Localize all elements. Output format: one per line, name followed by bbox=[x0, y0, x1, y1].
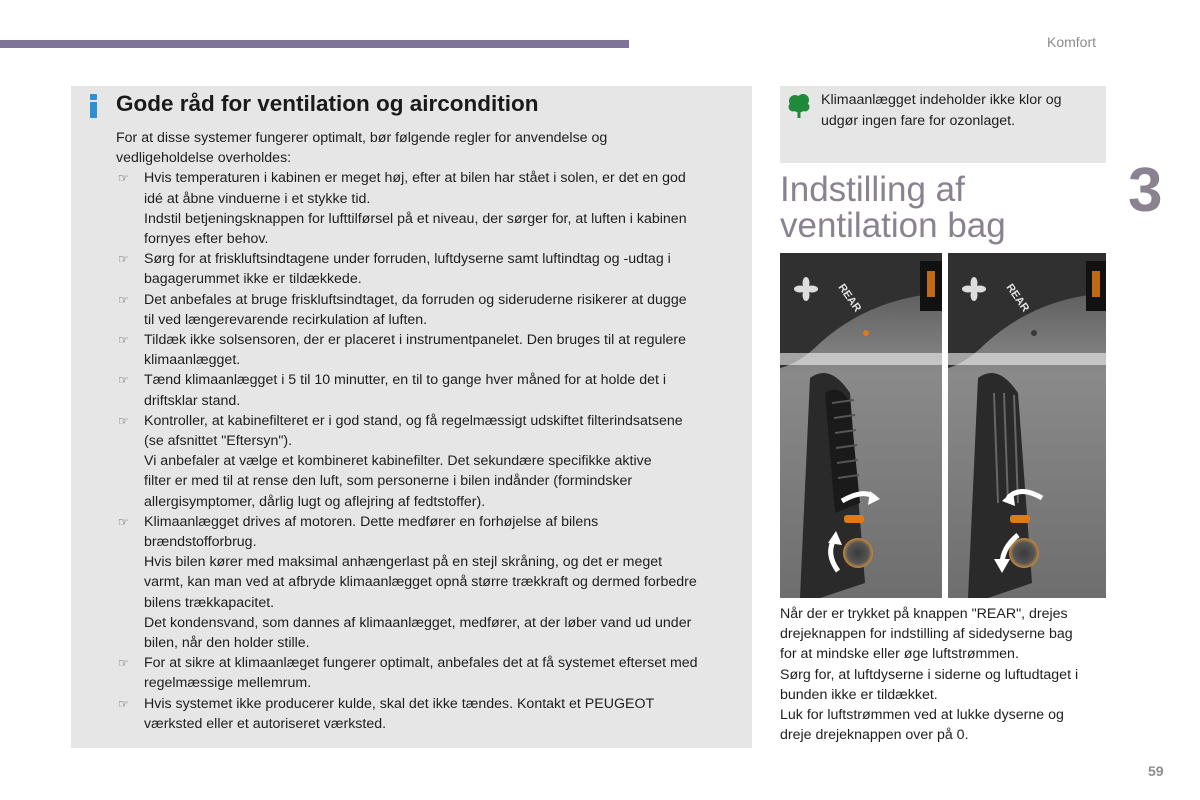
rear-button-label: REAR bbox=[835, 281, 864, 315]
pointing-hand-icon: ☞ bbox=[118, 514, 129, 529]
info-icon bbox=[86, 92, 100, 120]
advice-bullet bbox=[116, 249, 752, 289]
photo-divider bbox=[942, 253, 948, 598]
advice-bullet-line: Vi anbefaler at vælge et kombineret kabinefilter. Det sekundære specifikke aktive bbox=[144, 453, 652, 470]
advice-bullet-line: Klimaanlægget drives af motoren. Dette medfører en forhøjelse af bilens bbox=[144, 513, 599, 530]
advice-bullet bbox=[116, 290, 752, 330]
section-heading-line: Indstilling af bbox=[780, 170, 965, 209]
advice-bullet-line: Tænd klimaanlægget i 5 til 10 minutter, en til to gange hver måned for at holde det i bbox=[144, 372, 667, 389]
top-accent-bar bbox=[0, 40, 629, 48]
advice-bullet-line: allergisymptomer, dårlig lugt og aflejring af fedtstoffer). bbox=[144, 493, 486, 510]
advice-bullet-line: fornyes efter behov. bbox=[144, 231, 269, 248]
pointing-hand-icon: ☞ bbox=[118, 656, 129, 671]
advice-bullet-line: varmt, kan man ved at afbryde klimaanlægget opnå større trækkraft og dermed forbedre bbox=[144, 574, 697, 591]
section-heading-line: ventilation bag bbox=[780, 206, 1006, 245]
advice-title: Gode råd for ventilation og aircondition bbox=[116, 91, 539, 116]
pointing-hand-icon: ☞ bbox=[118, 252, 129, 267]
vent-photo-right-panel bbox=[948, 253, 1106, 598]
pointing-hand-icon: ☞ bbox=[118, 413, 129, 428]
pointing-hand-icon: ☞ bbox=[118, 696, 129, 711]
advice-bullet-line: værksted eller et autoriseret værksted. bbox=[144, 715, 387, 732]
caption-line: drejeknappen for indstilling af sidedyserne bag bbox=[780, 626, 1073, 643]
advice-bullet bbox=[116, 411, 752, 512]
advice-bullet-line: Sørg for at friskluftsindtagene under forruden, luftdyserne samt luftindtag og -udtag i bbox=[144, 251, 671, 268]
advice-bullet-line: filter er med til at rense den luft, som personerne i bilen indånder (formindsker bbox=[144, 473, 633, 490]
advice-bullet-line: bilen, når den holder stille. bbox=[144, 635, 310, 652]
advice-bullet bbox=[116, 168, 752, 249]
pointing-hand-icon: ☞ bbox=[118, 292, 129, 307]
advice-bullet bbox=[116, 512, 752, 653]
caption-line: Når der er trykket på knappen "REAR", drejes bbox=[780, 606, 1068, 622]
advice-bullet bbox=[116, 330, 752, 370]
eco-note-line: Klimaanlægget indeholder ikke klor og bbox=[821, 92, 1062, 108]
eco-note-line: udgør ingen fare for ozonlaget. bbox=[821, 112, 1016, 129]
chapter-number: 3 bbox=[1128, 156, 1163, 225]
advice-bullet-line: til ved længerevarende recirkulation af luften. bbox=[144, 311, 428, 328]
advice-text bbox=[116, 128, 752, 734]
section-label: Komfort bbox=[1047, 34, 1097, 50]
rear-vent-photo bbox=[780, 253, 1106, 598]
caption-line: for at mindske eller øge luftstrømmen. bbox=[780, 646, 1019, 663]
advice-bullet-line: regelmæssige mellemrum. bbox=[144, 675, 312, 692]
advice-bullet-line: Indstil betjeningsknappen for lufttilførsel på et niveau, der sørger for, at luften i kabinen bbox=[144, 210, 687, 227]
eco-note-text bbox=[821, 90, 1101, 131]
caption-line: dreje drejeknappen over på 0. bbox=[780, 727, 969, 744]
advice-bullet-line: driftsklar stand. bbox=[144, 392, 241, 409]
advice-bullet-line: Kontroller, at kabinefilteret er i god stand, og få regelmæssigt udskiftet filterindsatsene bbox=[144, 412, 683, 429]
advice-bullet-line: Det kondensvand, som dannes af klimaanlægget, medfører, at der løber vand ud under bbox=[144, 614, 692, 631]
advice-bullet-line: brændstofforbrug. bbox=[144, 534, 257, 551]
advice-bullet bbox=[116, 370, 752, 410]
photo-caption bbox=[780, 604, 1110, 745]
vent-photo-left-panel bbox=[780, 253, 942, 598]
caption-line: bunden ikke er tildækket. bbox=[780, 686, 938, 703]
advice-bullet-line: Det anbefales at bruge friskluftsindtaget, da forruden og sideruderne risikerer at dugge bbox=[144, 291, 687, 308]
advice-bullet-line: (se afsnittet "Eftersyn"). bbox=[144, 433, 293, 450]
advice-bullet-list bbox=[116, 168, 752, 734]
section-heading bbox=[780, 172, 1006, 244]
pointing-hand-icon: ☞ bbox=[118, 373, 129, 388]
advice-bullet-line: Hvis systemet ikke producerer kulde, skal det ikke tændes. Kontakt et PEUGEOT bbox=[144, 695, 655, 712]
advice-bullet-line: idé at åbne vinduerne i et stykke tid. bbox=[144, 190, 371, 207]
advice-bullet bbox=[116, 653, 752, 693]
caption-line: Sørg for, at luftdyserne i siderne og luftudtaget i bbox=[780, 666, 1079, 683]
caption-line: Luk for luftstrømmen ved at lukke dyserne og bbox=[780, 707, 1064, 724]
advice-bullet-line: Hvis bilen kører med maksimal anhængerlast på en stejl skråning, og det er meget bbox=[144, 554, 663, 571]
advice-bullet-line: For at sikre at klimaanlæget fungerer optimalt, anbefales det at få systemet efterset med bbox=[144, 655, 698, 672]
advice-bullet-line: Hvis temperaturen i kabinen er meget høj, efter at bilen har stået i solen, er det en god bbox=[144, 170, 686, 187]
page-number: 59 bbox=[1148, 763, 1164, 779]
pointing-hand-icon: ☞ bbox=[118, 333, 129, 348]
pointing-hand-icon: ☞ bbox=[118, 171, 129, 186]
rear-button-label: REAR bbox=[1003, 281, 1032, 315]
advice-bullet bbox=[116, 694, 752, 734]
leaf-icon bbox=[788, 93, 810, 119]
advice-bullet-line: bagagerummet ikke er tildækkede. bbox=[144, 271, 362, 288]
advice-intro-line: For at disse systemer fungerer optimalt, bør følgende regler for anvendelse og bbox=[116, 130, 608, 146]
advice-bullet-line: Tildæk ikke solsensoren, der er placeret i instrumentpanelet. Den bruges til at regulere bbox=[144, 332, 687, 349]
advice-bullet-line: bilens trækkapacitet. bbox=[144, 594, 275, 611]
advice-intro-line: vedligeholdelse overholdes: bbox=[116, 150, 292, 167]
advice-bullet-line: klimaanlægget. bbox=[144, 352, 241, 369]
advice-intro bbox=[116, 128, 752, 168]
